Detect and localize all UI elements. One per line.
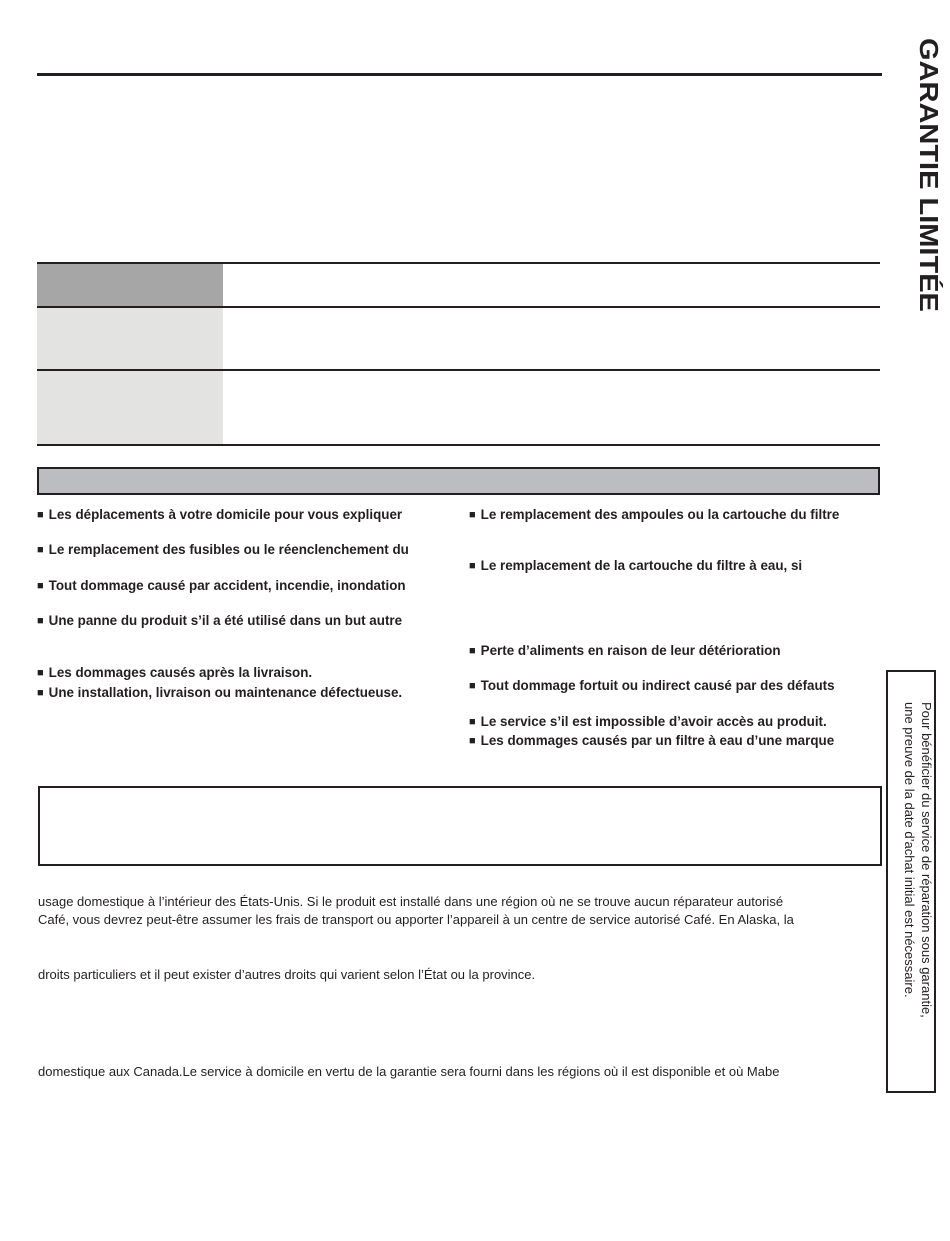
list-item: ■ Une panne du produit s’il a été utilisé dans un but autre	[37, 613, 403, 628]
us-coverage-line: Café, vous devrez peut-être assumer les frais de transport ou apporter l’appareil à un centre de service autorisé Café. En Alaska, la	[38, 912, 794, 927]
exclusions-heading-bar	[37, 467, 880, 495]
list-item: ■ Le service s’il est impossible d’avoir accès au produit.	[469, 714, 827, 729]
table-label-cell	[37, 308, 223, 369]
page-side-title: GARANTIE LIMITÉE	[913, 38, 942, 312]
table-label-cell	[37, 371, 223, 444]
list-item: ■ Perte d’aliments en raison de leur détérioration	[469, 643, 781, 658]
top-rule	[37, 73, 882, 76]
list-item: ■ Les dommages causés par un filtre à eau d’une marque	[469, 733, 835, 748]
list-item: ■ Le remplacement des fusibles ou le réenclenchement du	[37, 542, 409, 557]
list-item: ■ Le remplacement de la cartouche du filtre à eau, si	[469, 558, 803, 573]
us-coverage-line: usage domestique à l’intérieur des États-Unis. Si le produit est installé dans une région où ne se trouve aucun réparateur autorisé	[38, 894, 784, 909]
notice-box	[38, 786, 882, 866]
proof-of-purchase-text	[891, 702, 935, 1072]
table-rule-bottom	[37, 444, 880, 446]
list-item: ■ Tout dommage causé par accident, incendie, inondation	[37, 578, 406, 593]
list-item: ■ Tout dommage fortuit ou indirect causé par des défauts	[469, 678, 835, 693]
list-item: ■ Les déplacements à votre domicile pour vous expliquer	[37, 507, 403, 522]
rights-line: droits particuliers et il peut exister d’autres droits qui varient selon l’État ou la province.	[38, 967, 536, 982]
proof-of-purchase-box	[886, 670, 936, 1093]
proof-of-purchase-line: Pour bénéficier du service de réparation sous garantie,	[919, 702, 934, 1018]
list-item: ■ Le remplacement des ampoules ou la cartouche du filtre	[469, 507, 840, 522]
table-header-cell	[37, 264, 223, 306]
list-item: ■ Une installation, livraison ou maintenance défectueuse.	[37, 685, 403, 700]
proof-of-purchase-line: une preuve de la date d’achat initial est nécessaire.	[902, 702, 917, 998]
list-item: ■ Les dommages causés après la livraison.	[37, 665, 313, 680]
canada-coverage-line: domestique aux Canada.Le service à domicile en vertu de la garantie sera fourni dans les régions où il est disponible et où Mabe	[38, 1064, 780, 1079]
